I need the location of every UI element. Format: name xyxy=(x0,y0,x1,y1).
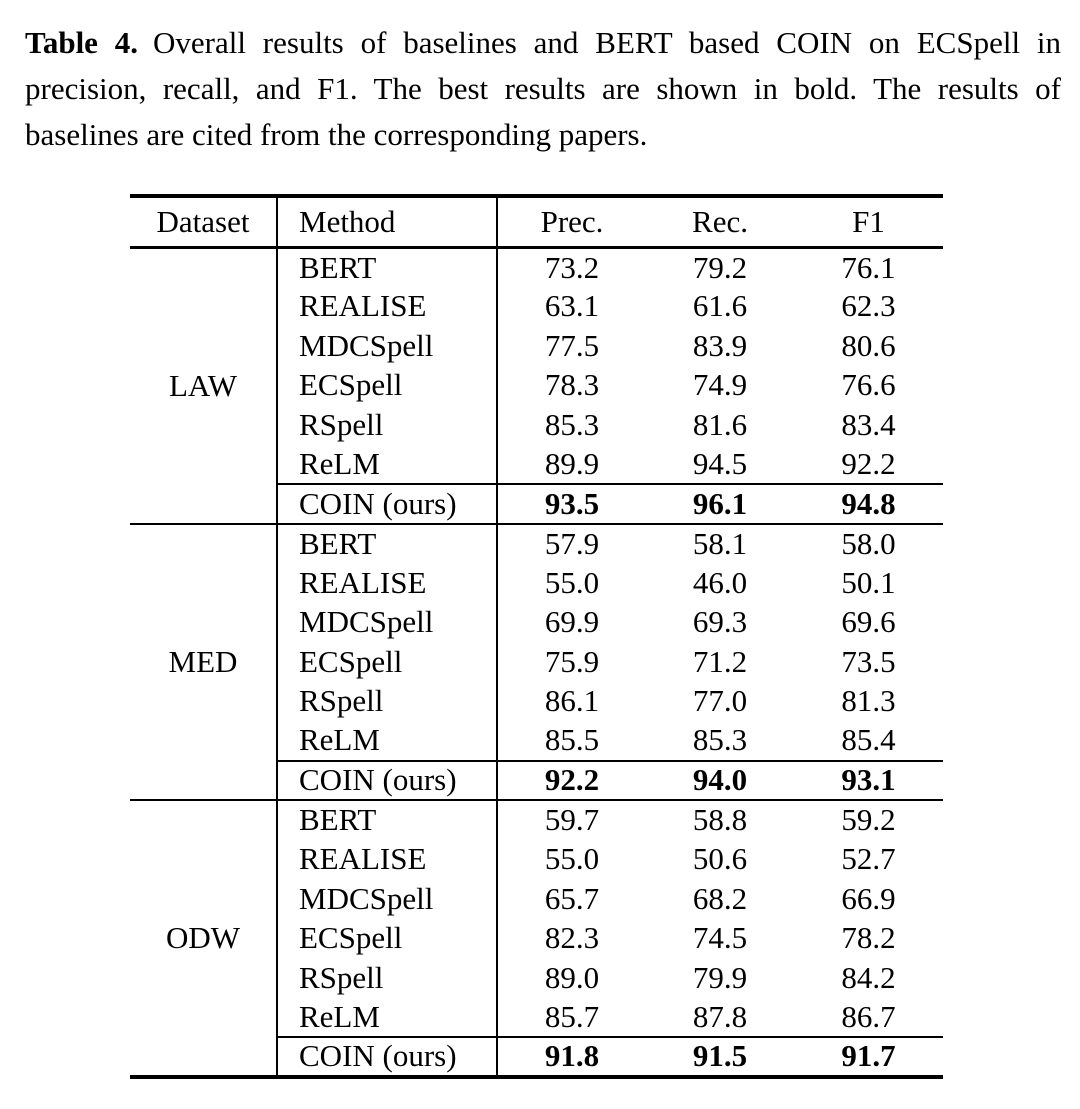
prec-value: 89.0 xyxy=(544,959,600,995)
rec-value: 79.9 xyxy=(692,959,748,995)
f1-value: 52.7 xyxy=(841,841,896,877)
method-cell: ReLM xyxy=(277,721,497,761)
rec-value: 61.6 xyxy=(692,288,748,324)
f1-value: 91.7 xyxy=(794,1037,943,1077)
prec-value: 93.5 xyxy=(497,484,646,524)
method-cell: BERT xyxy=(277,247,497,287)
prec-value: 65.7 xyxy=(544,880,600,916)
prec-value: 77.5 xyxy=(544,327,600,363)
rec-value: 74.5 xyxy=(692,920,748,956)
f1-value: 80.6 xyxy=(841,327,896,363)
method-cell: COIN (ours) xyxy=(277,1037,497,1077)
method-cell: MDCSpell xyxy=(277,603,497,643)
method-cell: COIN (ours) xyxy=(277,484,497,524)
f1-value: 76.1 xyxy=(841,249,896,285)
rec-value: 85.3 xyxy=(692,722,748,758)
prec-value: 89.9 xyxy=(544,445,600,481)
method-cell: ECSpell xyxy=(277,642,497,682)
prec-value: 59.7 xyxy=(497,800,646,840)
prec-value: 82.3 xyxy=(544,920,600,956)
prec-value: 85.3 xyxy=(544,406,600,442)
rec-value: 46.0 xyxy=(692,564,748,600)
method-cell: COIN (ours) xyxy=(277,761,497,801)
prec-value: 86.1 xyxy=(544,683,600,719)
table-row xyxy=(130,524,943,564)
f1-value: 92.2 xyxy=(841,445,896,481)
rec-value: 94.0 xyxy=(646,761,794,801)
rec-value: 74.9 xyxy=(692,367,748,403)
header-row xyxy=(130,196,943,247)
f1-value: 78.2 xyxy=(841,920,896,956)
prec-value: 55.0 xyxy=(544,564,600,600)
prec-value: 78.3 xyxy=(544,367,600,403)
f1-value: 58.0 xyxy=(794,524,943,564)
method-cell: RSpell xyxy=(277,405,497,445)
rec-value: 58.8 xyxy=(646,800,794,840)
method-cell: ECSpell xyxy=(277,366,497,406)
table-row xyxy=(130,800,943,840)
rec-value: 77.0 xyxy=(692,683,748,719)
rec-value: 58.1 xyxy=(646,524,794,564)
col-header-rec: Rec. xyxy=(646,196,794,247)
prec-value: 91.8 xyxy=(497,1037,646,1077)
method-cell: REALISE xyxy=(277,563,497,603)
f1-value: 69.6 xyxy=(841,604,896,640)
col-header-method: Method xyxy=(277,196,497,247)
col-header-dataset: Dataset xyxy=(130,196,277,247)
method-cell: MDCSpell xyxy=(277,879,497,919)
rec-value: 79.2 xyxy=(692,249,748,285)
prec-value: 55.0 xyxy=(544,841,600,877)
rec-value: 96.1 xyxy=(646,484,794,524)
method-cell: REALISE xyxy=(277,287,497,327)
prec-value: 57.9 xyxy=(497,524,646,564)
rec-value: 69.3 xyxy=(692,604,748,640)
rec-value: 50.6 xyxy=(692,841,748,877)
prec-value: 85.7 xyxy=(544,998,600,1034)
rec-value: 94.5 xyxy=(692,445,748,481)
prec-value: 63.1 xyxy=(544,288,600,324)
f1-value: 59.2 xyxy=(794,800,943,840)
f1-value: 83.4 xyxy=(841,406,896,442)
f1-value: 93.1 xyxy=(794,761,943,801)
method-cell: BERT xyxy=(277,800,497,840)
rec-value: 87.8 xyxy=(692,998,748,1034)
col-header-prec: Prec. xyxy=(497,196,646,247)
results-table xyxy=(130,194,943,1079)
col-header-f1: F1 xyxy=(794,196,943,247)
f1-value: 85.4 xyxy=(841,722,896,758)
table-row xyxy=(130,247,943,287)
dataset-label: MED xyxy=(130,524,277,801)
prec-value: 69.9 xyxy=(544,604,600,640)
rec-value: 81.6 xyxy=(692,406,748,442)
f1-value: 94.8 xyxy=(794,484,943,524)
method-cell: ReLM xyxy=(277,998,497,1038)
method-cell: BERT xyxy=(277,524,497,564)
method-cell: ECSpell xyxy=(277,919,497,959)
f1-value: 81.3 xyxy=(841,683,896,719)
f1-value: 86.7 xyxy=(841,998,896,1034)
prec-value: 85.5 xyxy=(544,722,600,758)
f1-value: 73.5 xyxy=(841,643,896,679)
method-cell: MDCSpell xyxy=(277,326,497,366)
method-cell: RSpell xyxy=(277,958,497,998)
prec-value: 92.2 xyxy=(497,761,646,801)
dataset-label: LAW xyxy=(130,247,277,524)
rec-value: 71.2 xyxy=(692,643,748,679)
caption-text: Overall results of baselines and BERT based COIN on ECSpell in precision, recall, and F1. The best results are shown in bold. The results of baselines are cited from the corresponding papers. xyxy=(25,25,1062,152)
prec-value: 75.9 xyxy=(544,643,600,679)
method-cell: REALISE xyxy=(277,840,497,880)
prec-value: 73.2 xyxy=(544,249,600,285)
rec-value: 68.2 xyxy=(692,880,748,916)
f1-value: 62.3 xyxy=(841,288,896,324)
method-cell: ReLM xyxy=(277,445,497,485)
table-caption xyxy=(25,20,1061,158)
method-cell: RSpell xyxy=(277,682,497,722)
rec-value: 91.5 xyxy=(646,1037,794,1077)
f1-value: 66.9 xyxy=(841,880,896,916)
rec-value: 83.9 xyxy=(692,327,748,363)
dataset-label: ODW xyxy=(130,800,277,1077)
f1-value: 50.1 xyxy=(841,564,896,600)
f1-value: 84.2 xyxy=(841,959,896,995)
caption-label: Table 4. xyxy=(25,25,139,60)
f1-value: 76.6 xyxy=(841,367,896,403)
